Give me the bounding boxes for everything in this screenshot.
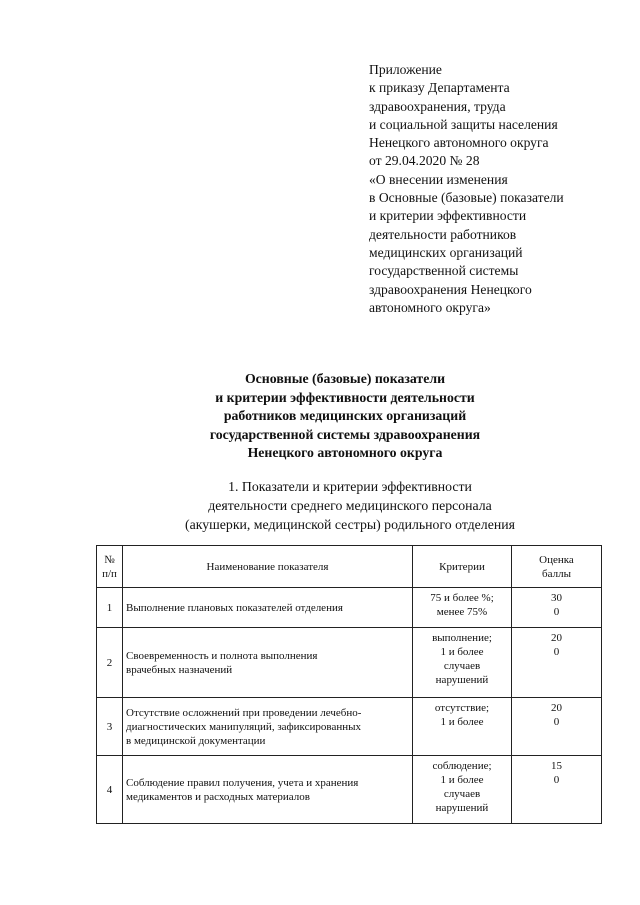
row-criteria-line: 75 и более %;: [430, 592, 494, 604]
title-line: и критерии эффективности деятельности: [215, 389, 475, 405]
annex-line: от 29.04.2020 № 28: [369, 153, 480, 169]
table-row: [97, 628, 602, 698]
row-criteria-line: нарушений: [435, 674, 489, 686]
header-num-line: №: [104, 553, 115, 566]
annex-line: и социальной защиты населения: [369, 116, 558, 132]
annex-line: в Основные (базовые) показатели: [369, 190, 564, 206]
table-row: [97, 698, 602, 756]
annex-line: государственной системы: [369, 263, 519, 279]
row-criteria: [413, 628, 512, 698]
row-criteria-line: 1 и более: [440, 716, 484, 728]
section-title-line: деятельности среднего медицинского персонала: [208, 498, 492, 513]
title-line: Ненецкого автономного округа: [247, 445, 443, 461]
row-score: [512, 698, 602, 756]
row-num: 2: [97, 628, 123, 698]
annex-line: и критерии эффективности: [369, 208, 527, 224]
annex-line: к приказу Департамента: [369, 80, 510, 96]
row-score-line: 0: [553, 774, 560, 786]
row-name-line: диагностических манипуляций, зафиксированных: [126, 720, 361, 733]
header-name: Наименование показателя: [123, 546, 413, 588]
row-criteria-line: менее 75%: [436, 606, 488, 618]
row-score: [512, 628, 602, 698]
annex-line: Приложение: [369, 62, 442, 77]
section-title-line: (акушерки, медицинской сестры) родильного отделения: [185, 517, 515, 532]
row-name-line: Отсутствие осложнений при проведении лечебно-: [126, 706, 362, 719]
row-criteria-line: нарушений: [435, 802, 489, 814]
row-num: 1: [97, 588, 123, 628]
row-name: [123, 756, 413, 824]
row-score-line: 15: [551, 760, 562, 772]
row-name: [123, 698, 413, 756]
title-line: работников медицинских организаций: [223, 408, 467, 424]
annex-line: Ненецкого автономного округа: [369, 135, 549, 151]
annex-line: здравоохранения, труда: [369, 98, 506, 114]
annex-line: здравоохранения Ненецкого: [369, 281, 532, 297]
document-title: [0, 370, 640, 463]
row-criteria-line: выполнение;: [432, 632, 492, 644]
row-score-line: 0: [553, 716, 560, 728]
row-criteria: [413, 698, 512, 756]
row-name-line: в медицинской документации: [126, 734, 266, 747]
header-num: [97, 546, 123, 588]
row-score-line: 30: [551, 592, 562, 604]
annex-line: медицинских организаций: [369, 244, 523, 260]
row-name: [123, 588, 413, 628]
row-score-line: 0: [553, 646, 560, 658]
title-line: государственной системы здравоохранения: [209, 426, 481, 442]
row-score-line: 20: [551, 632, 562, 644]
row-criteria-line: отсутствие;: [434, 702, 490, 714]
row-name-line: Своевременность и полнота выполнения: [126, 649, 318, 662]
row-name-line: Выполнение плановых показателей отделения: [126, 601, 343, 614]
row-name-line: медикаментов и расходных материалов: [126, 790, 310, 803]
row-score: [512, 588, 602, 628]
row-num: 3: [97, 698, 123, 756]
annex-line: «О внесении изменения: [369, 171, 508, 187]
row-score-line: 20: [551, 702, 562, 714]
row-criteria-line: соблюдение;: [432, 760, 492, 772]
annex-line: автономного округа»: [369, 299, 491, 315]
table-row: [97, 756, 602, 824]
row-criteria-line: 1 и более: [440, 646, 484, 658]
row-criteria-line: случаев: [443, 660, 481, 672]
criteria-table: [96, 545, 602, 824]
header-score-line: баллы: [542, 568, 571, 580]
row-criteria: [413, 756, 512, 824]
header-num-line: п/п: [102, 567, 117, 580]
table-row: [97, 588, 602, 628]
row-criteria-line: 1 и более: [440, 774, 484, 786]
row-name: [123, 628, 413, 698]
row-criteria: [413, 588, 512, 628]
row-criteria-line: случаев: [443, 788, 481, 800]
header-score: [512, 546, 602, 588]
header-score-line: Оценка: [539, 554, 574, 566]
row-num: 4: [97, 756, 123, 824]
table-header-row: [97, 546, 602, 588]
title-line: Основные (базовые) показатели: [244, 371, 446, 386]
row-score: [512, 756, 602, 824]
header-criteria: Критерии: [413, 546, 512, 588]
section-title: [0, 477, 640, 534]
row-score-line: 0: [553, 606, 560, 618]
section-title-line: 1. Показатели и критерии эффективности: [228, 479, 472, 494]
row-name-line: Соблюдение правил получения, учета и хранения: [126, 776, 359, 789]
row-name-line: врачебных назначений: [126, 663, 233, 676]
annex-header: [369, 61, 629, 317]
annex-line: деятельности работников: [369, 226, 517, 242]
